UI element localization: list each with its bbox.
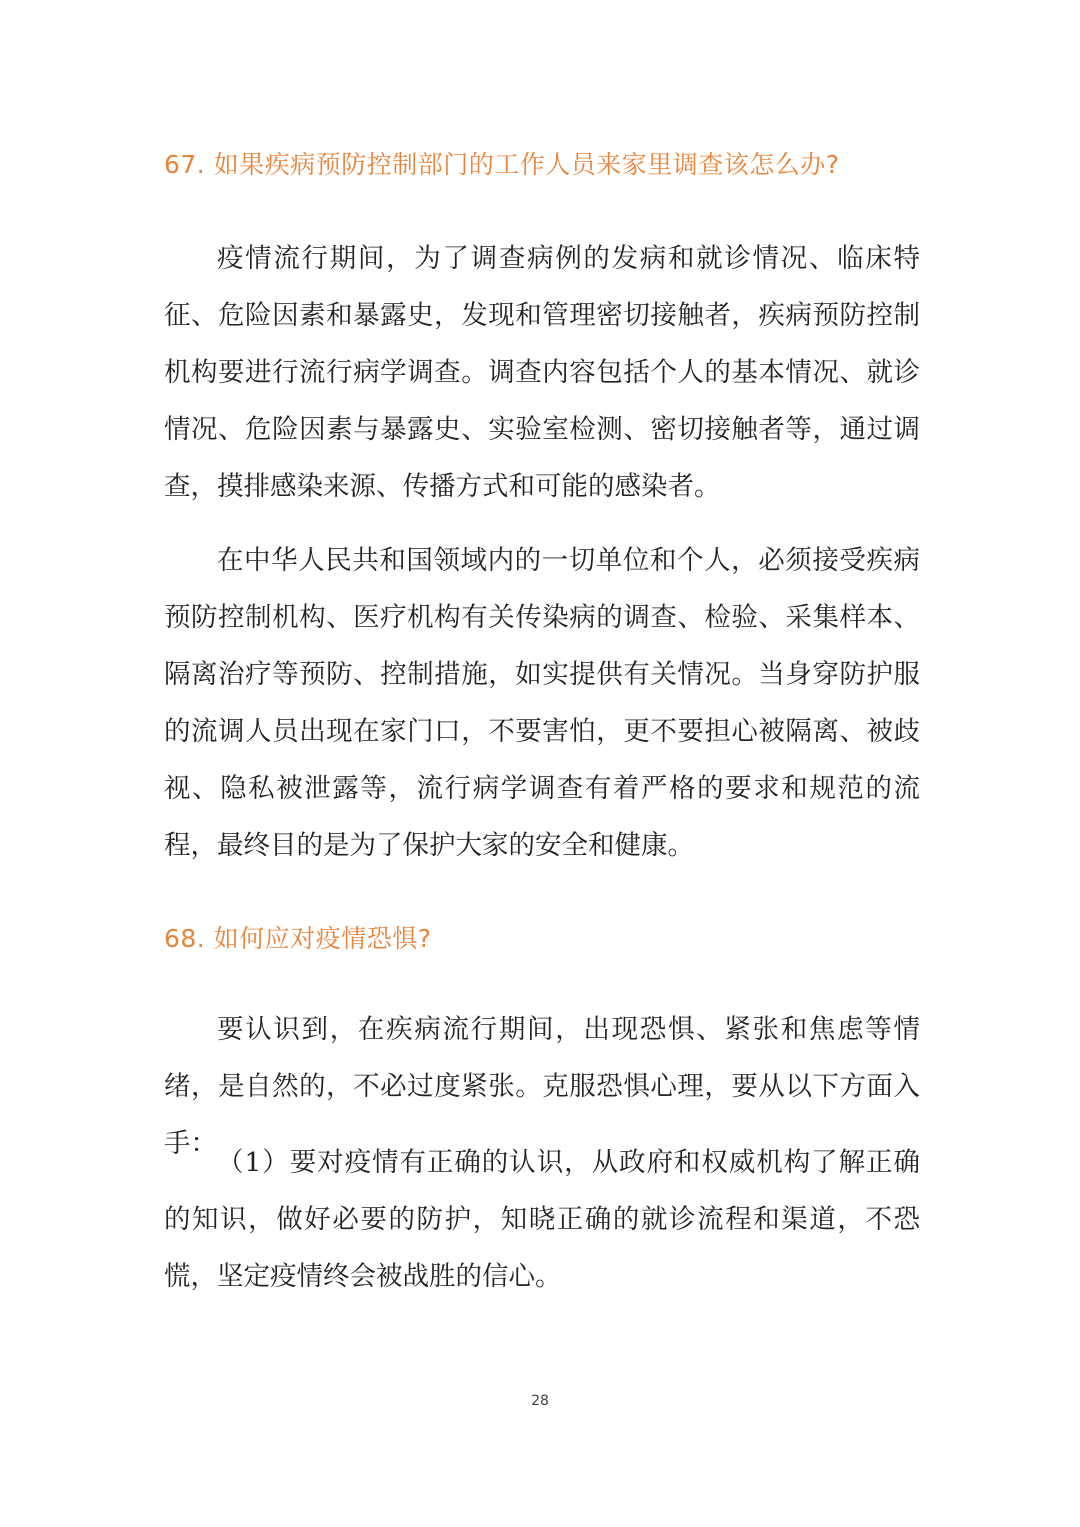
section-67-paragraph-1: 疫情流行期间，为了调查病例的发病和就诊情况、临床特征、危险因素和暴露史，发现和管理密切接触者，疾病预防控制机构要进行流行病学调查。调查内容包括个人的基本情况、就诊情况、危险因素与暴露史、实验室检测、密切接触者等，通过调查，摸排感染来源、传播方式和可能的感染者。: [164, 243, 920, 502]
section-68-paragraph-2: （1）要对疫情有正确的认识，从政府和权威机构了解正确的知识，做好必要的防护，知晓正确的就诊流程和渠道，不恐慌，坚定疫情终会被战胜的信心。: [164, 1147, 920, 1292]
section-67-paragraph-2: 在中华人民共和国领域内的一切单位和个人，必须接受疾病预防控制机构、医疗机构有关传染病的调查、检验、采集样本、隔离治疗等预防、控制措施，如实提供有关情况。当身穿防护服的流调人员出现在家门口，不要害怕，更不要担心被隔离、被歧视、隐私被泄露等，流行病学调查有着严格的要求和规范的流程，最终目的是为了保护大家的安全和健康。: [164, 545, 920, 861]
page-number: 28: [531, 1393, 549, 1409]
section-heading-67: 67. 如果疾病预防控制部门的工作人员来家里调查该怎么办?: [164, 150, 840, 179]
section-heading-68: 68. 如何应对疫情恐惧?: [164, 924, 432, 953]
section-68-paragraph-1: 要认识到，在疾病流行期间，出现恐惧、紧张和焦虑等情绪，是自然的，不必过度紧张。克服恐惧心理，要从以下方面入手：: [164, 1014, 920, 1159]
